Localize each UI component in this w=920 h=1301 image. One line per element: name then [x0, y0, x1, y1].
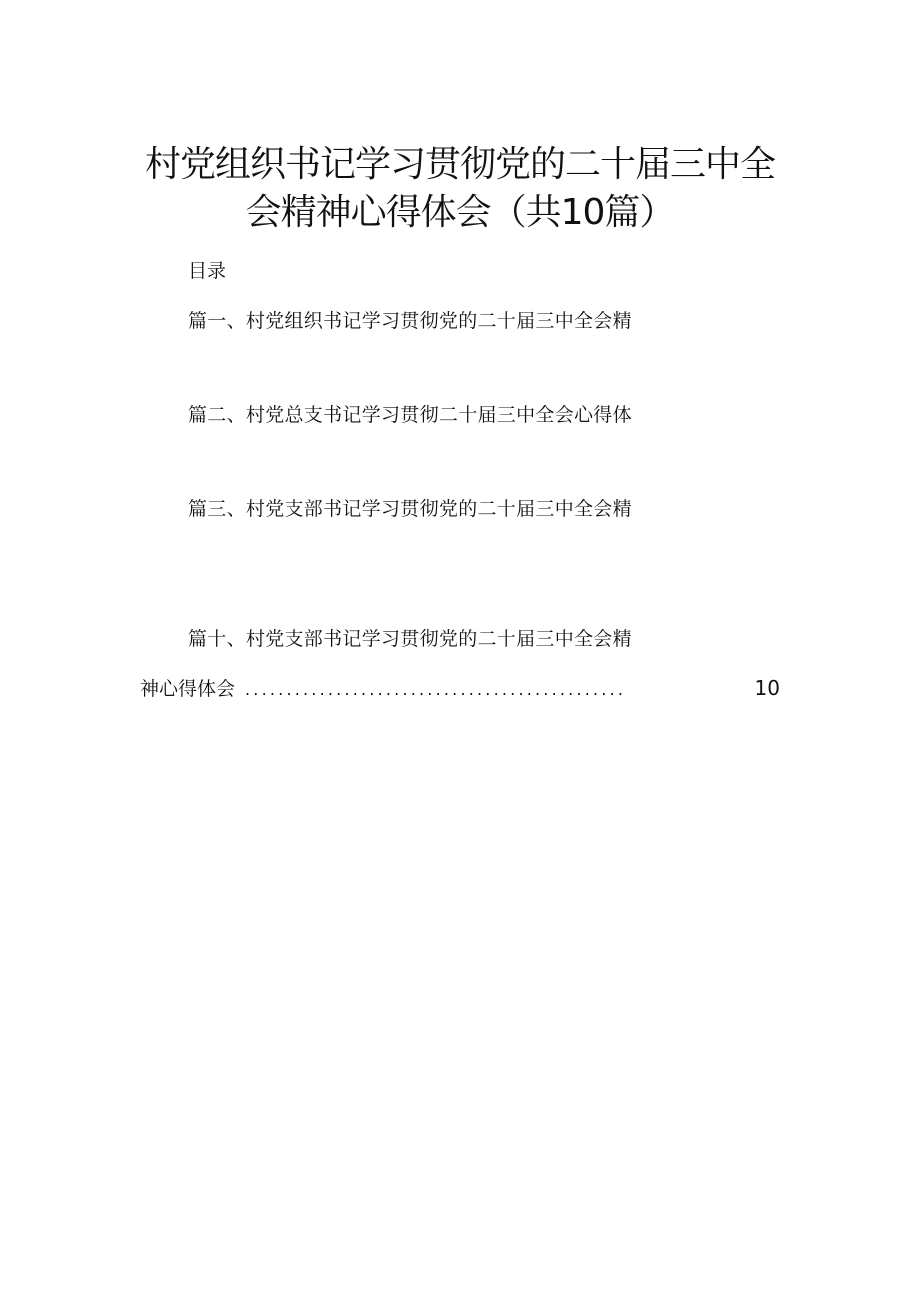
document-title-line-1: 村党组织书记学习贯彻党的二十届三中全: [144, 144, 775, 185]
toc-entry-3[interactable]: 篇三、村党支部书记学习贯彻党的二十届三中全会精: [188, 498, 632, 520]
toc-entry-10-continuation-text: 神心得体会: [140, 678, 236, 700]
toc-entry-10[interactable]: 篇十、村党支部书记学习贯彻党的二十届三中全会精: [188, 628, 632, 650]
toc-dot-leader: ..............................................: [245, 680, 627, 699]
toc-page-number: 10: [754, 676, 780, 700]
toc-heading: 目录: [188, 260, 227, 282]
toc-entry-1[interactable]: 篇一、村党组织书记学习贯彻党的二十届三中全会精: [188, 310, 632, 332]
document-title-line-2: 会精神心得体会（共10篇）: [245, 192, 675, 233]
toc-entry-2[interactable]: 篇二、村党总支书记学习贯彻二十届三中全会心得体: [188, 404, 632, 426]
toc-entry-10-continuation[interactable]: [140, 674, 780, 701]
